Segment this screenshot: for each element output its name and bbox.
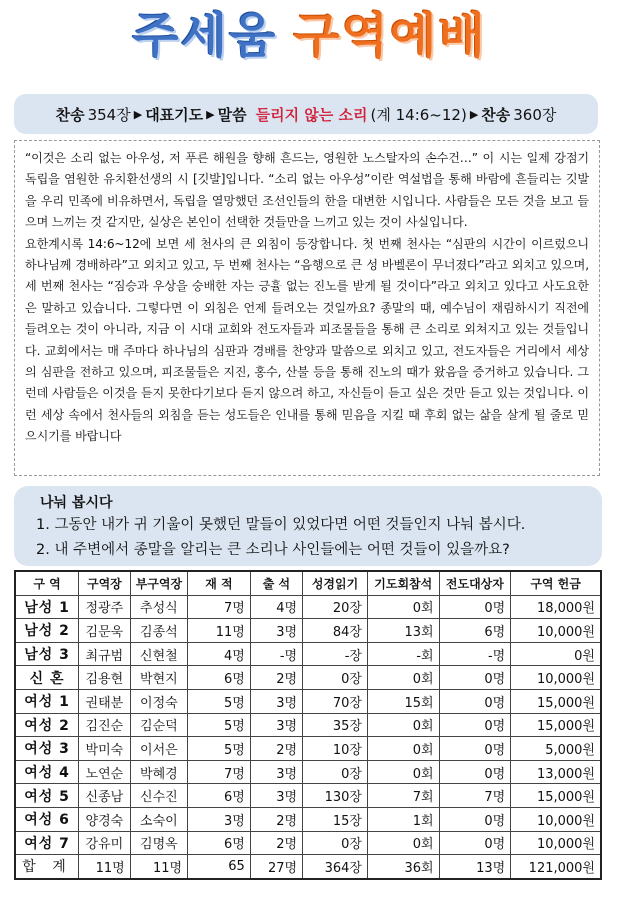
table-cell: 0회	[367, 760, 439, 784]
group-cell: 남성 2	[15, 619, 79, 643]
table-row	[15, 831, 601, 855]
table-cell: 최규범	[79, 642, 131, 666]
table-cell: 0명	[439, 689, 511, 713]
table-cell: 6명	[439, 619, 511, 643]
table-cell: 13회	[367, 619, 439, 643]
table-cell: 김진순	[79, 713, 131, 737]
table-cell: 65	[188, 855, 251, 879]
table-cell: 0명	[439, 760, 511, 784]
table-cell: 10,000원	[511, 666, 601, 690]
table-cell: 15,000원	[511, 689, 601, 713]
table-cell: 18,000원	[511, 595, 601, 619]
table-cell: 2명	[250, 737, 302, 761]
table-cell: 정광주	[79, 595, 131, 619]
table-cell: 추성식	[130, 595, 187, 619]
table-cell: 20장	[303, 595, 368, 619]
table-cell: 6명	[188, 666, 251, 690]
sermon-reference: (계 14:6~12)	[370, 105, 467, 124]
table-cell: 소숙이	[130, 807, 187, 831]
table-cell: 노연순	[79, 760, 131, 784]
column-header: 기도회참석	[367, 571, 439, 595]
table-cell: 7회	[367, 784, 439, 808]
column-header: 부구역장	[130, 571, 187, 595]
group-cell: 여성 5	[15, 784, 79, 808]
table-cell: -장	[303, 642, 368, 666]
table-cell: 0장	[303, 831, 368, 855]
table-cell: 3명	[250, 619, 302, 643]
table-cell: 84장	[303, 619, 368, 643]
table-row	[15, 689, 601, 713]
page-title	[0, 4, 619, 68]
prayer-label: 대표기도	[145, 105, 204, 124]
group-cell: 여성 2	[15, 713, 79, 737]
table-cell: 1회	[367, 807, 439, 831]
table-cell: 0명	[439, 713, 511, 737]
table-cell: 이정숙	[130, 689, 187, 713]
table-cell: 양경숙	[79, 807, 131, 831]
discussion-heading: 나눠 봅시다	[40, 495, 113, 511]
table-cell: 121,000원	[511, 855, 601, 879]
table-cell: 15장	[303, 807, 368, 831]
table-cell: 7명	[439, 784, 511, 808]
table-cell: 4명	[250, 595, 302, 619]
table-cell: 0회	[367, 737, 439, 761]
group-cell: 신 혼	[15, 666, 79, 690]
table-cell: 신현철	[130, 642, 187, 666]
discussion-box	[14, 486, 602, 566]
group-cell: 합 계	[15, 855, 79, 879]
table-cell: 7명	[188, 760, 251, 784]
triangle-right-icon: ▶	[206, 107, 215, 121]
table-row	[15, 760, 601, 784]
table-cell: 10,000원	[511, 807, 601, 831]
table-header-row	[15, 571, 601, 595]
group-cell: 여성 4	[15, 760, 79, 784]
table-cell: 13명	[439, 855, 511, 879]
column-header: 성경읽기	[303, 571, 368, 595]
hymn-2-number: 360장	[513, 105, 557, 124]
table-cell: 11명	[130, 855, 187, 879]
table-cell: 5명	[188, 737, 251, 761]
hymn-1-label: 찬송	[55, 105, 85, 124]
table-cell: 0회	[367, 595, 439, 619]
sermon-title: 들리지 않는 소리	[255, 105, 368, 124]
table-cell: 신종남	[79, 784, 131, 808]
table-cell: 강유미	[79, 831, 131, 855]
table-row	[15, 807, 601, 831]
table-cell: 0원	[511, 642, 601, 666]
table-cell: 0회	[367, 831, 439, 855]
table-row	[15, 666, 601, 690]
table-cell: 70장	[303, 689, 368, 713]
column-header: 재 적	[188, 571, 251, 595]
sermon-label: 말씀	[217, 105, 247, 124]
table-cell: 3명	[250, 689, 302, 713]
table-row	[15, 642, 601, 666]
table-cell: 2명	[250, 807, 302, 831]
hymn-1-number: 354장	[87, 105, 131, 124]
attendance-table	[14, 570, 602, 880]
triangle-right-icon: ▶	[469, 107, 479, 121]
table-cell: 권태분	[79, 689, 131, 713]
table-cell: 3명	[188, 807, 251, 831]
table-cell: 15,000원	[511, 784, 601, 808]
table-cell: 7명	[188, 595, 251, 619]
table-cell: 박현지	[130, 666, 187, 690]
table-cell: 10,000원	[511, 831, 601, 855]
table-cell: 364장	[303, 855, 368, 879]
table-cell: 0장	[303, 760, 368, 784]
table-cell: 0회	[367, 713, 439, 737]
table-cell: 0회	[367, 666, 439, 690]
table-cell: 5명	[188, 713, 251, 737]
group-cell: 남성 3	[15, 642, 79, 666]
title-part-2: 구역예배	[293, 8, 487, 64]
table-cell: 130장	[303, 784, 368, 808]
table-cell: 27명	[250, 855, 302, 879]
table-cell: 13,000원	[511, 760, 601, 784]
table-cell: 김종석	[130, 619, 187, 643]
sermon-paragraph-2: 요한계시록 14:6~12에 보면 세 천사의 큰 외침이 등장합니다. 첫 번째 천사는 “심판의 시간이 이르렀으니 하나님께 경배하라”고 외치고 있고, 두 번째 천사는 “음행으로 큰 성 바벨론이 무너졌다”라고 외치고 있으며, 세 번째 천사는 “짐승과 우상을 숭배한 자는 긍휼 없는 진노를 받게 될 것이다”라고 외치고 있다고 사도요한은 말하고 있습니다. 그렇다면 이 외침은 언제 들려오는 것일까요? 종말의 때, 예수님이 재림하시기 직전에 들려오는 것이 아니라, 지금 이 시대 교회와 전도자들과 피조물들을 통해 큰 소리로 외쳐지고 있는 것들입니다. 교회에서는 매 주마다 하나님의 심판과 경배를 찬양과 말씀으로 외치고 있고, 전도자들은 거리에서 세상의 심판을 전하고 있으며, 피조물들은 지진, 홍수, 산불 등을 통해 진노의 때가 왔음을 증거하고 있습니다. 그런데 사람들은 이것을 듣지 못한다기보다 듣지 않으려 하고, 자신들이 듣고 싶은 것만 듣고 있는 것입니다. 이런 세상 속에서 천사들의 외침을 듣는 성도들은 인내를 통해 믿음을 지킬 때 후회 없는 삶을 살게 될 줄로 믿으시기를 바랍니다	[25, 236, 589, 444]
table-cell: 박미숙	[79, 737, 131, 761]
table-cell: 10,000원	[511, 619, 601, 643]
discussion-question-2: 2. 내 주변에서 종말을 알리는 큰 소리나 사인들에는 어떤 것들이 있을까요?	[36, 542, 510, 558]
hymn-2-label: 찬송	[481, 105, 511, 124]
table-cell: 김순덕	[130, 713, 187, 737]
column-header: 출 석	[250, 571, 302, 595]
column-header: 구역 헌금	[511, 571, 601, 595]
table-cell: 6명	[188, 784, 251, 808]
table-cell: 35장	[303, 713, 368, 737]
table-cell: 김용현	[79, 666, 131, 690]
group-cell: 남성 1	[15, 595, 79, 619]
table-cell: 김문욱	[79, 619, 131, 643]
table-row	[15, 619, 601, 643]
table-cell: 11명	[188, 619, 251, 643]
table-cell: 김명옥	[130, 831, 187, 855]
table-cell: 2명	[250, 666, 302, 690]
table-row	[15, 595, 601, 619]
table-cell: 10장	[303, 737, 368, 761]
table-cell: 박혜경	[130, 760, 187, 784]
table-cell: 0장	[303, 666, 368, 690]
table-cell: -회	[367, 642, 439, 666]
table-cell: 0명	[439, 831, 511, 855]
sermon-paragraph-1: “이것은 소리 없는 아우성, 저 푸른 해원을 향해 흔드는, 영원한 노스탈자의 손수건…” 이 시는 일제 강점기 독립을 염원한 유치환선생의 시 [깃발]입니다. “소리 없는 아우성”이란 역설법을 통해 바람에 흔들리는 깃발을 우리 민족에 비유하면서, 독립을 열망했던 조선인들의 한을 대변한 시입니다. 사람들은 모든 것을 보고 들으며 느끼는 것 같지만, 실상은 본인이 선택한 것들만을 느끼고 있는 것이 사실입니다.	[25, 151, 589, 230]
table-cell: -명	[439, 642, 511, 666]
discussion-question-1: 1. 그동안 내가 귀 기울이 못했던 말들이 있었다면 어떤 것들인지 나눠 봅시다.	[36, 517, 526, 533]
table-cell: 2명	[250, 831, 302, 855]
table-cell: 0명	[439, 666, 511, 690]
table-cell: 11명	[79, 855, 131, 879]
table-row	[15, 713, 601, 737]
table-cell: 3명	[250, 784, 302, 808]
table-cell: 36회	[367, 855, 439, 879]
sermon-text-box	[14, 140, 600, 476]
column-header: 구역장	[79, 571, 131, 595]
table-cell: 신수진	[130, 784, 187, 808]
table-row	[15, 737, 601, 761]
table-total-row	[15, 855, 601, 879]
table-cell: 0명	[439, 595, 511, 619]
table-cell: 0명	[439, 807, 511, 831]
table-cell: 이서은	[130, 737, 187, 761]
table-row	[15, 784, 601, 808]
group-cell: 여성 7	[15, 831, 79, 855]
table-cell: 3명	[250, 760, 302, 784]
table-cell: 5,000원	[511, 737, 601, 761]
title-part-1: 주세움	[132, 8, 278, 64]
group-cell: 여성 3	[15, 737, 79, 761]
column-header: 구 역	[15, 571, 79, 595]
table-cell: 3명	[250, 713, 302, 737]
worship-order-bar	[14, 94, 598, 134]
table-cell: 15회	[367, 689, 439, 713]
triangle-right-icon: ▶	[133, 107, 143, 121]
table-cell: 6명	[188, 831, 251, 855]
table-cell: 0명	[439, 737, 511, 761]
column-header: 전도대상자	[439, 571, 511, 595]
table-cell: 4명	[188, 642, 251, 666]
table-cell: 5명	[188, 689, 251, 713]
table-cell: 15,000원	[511, 713, 601, 737]
table-cell: -명	[250, 642, 302, 666]
group-cell: 여성 6	[15, 807, 79, 831]
group-cell: 여성 1	[15, 689, 79, 713]
